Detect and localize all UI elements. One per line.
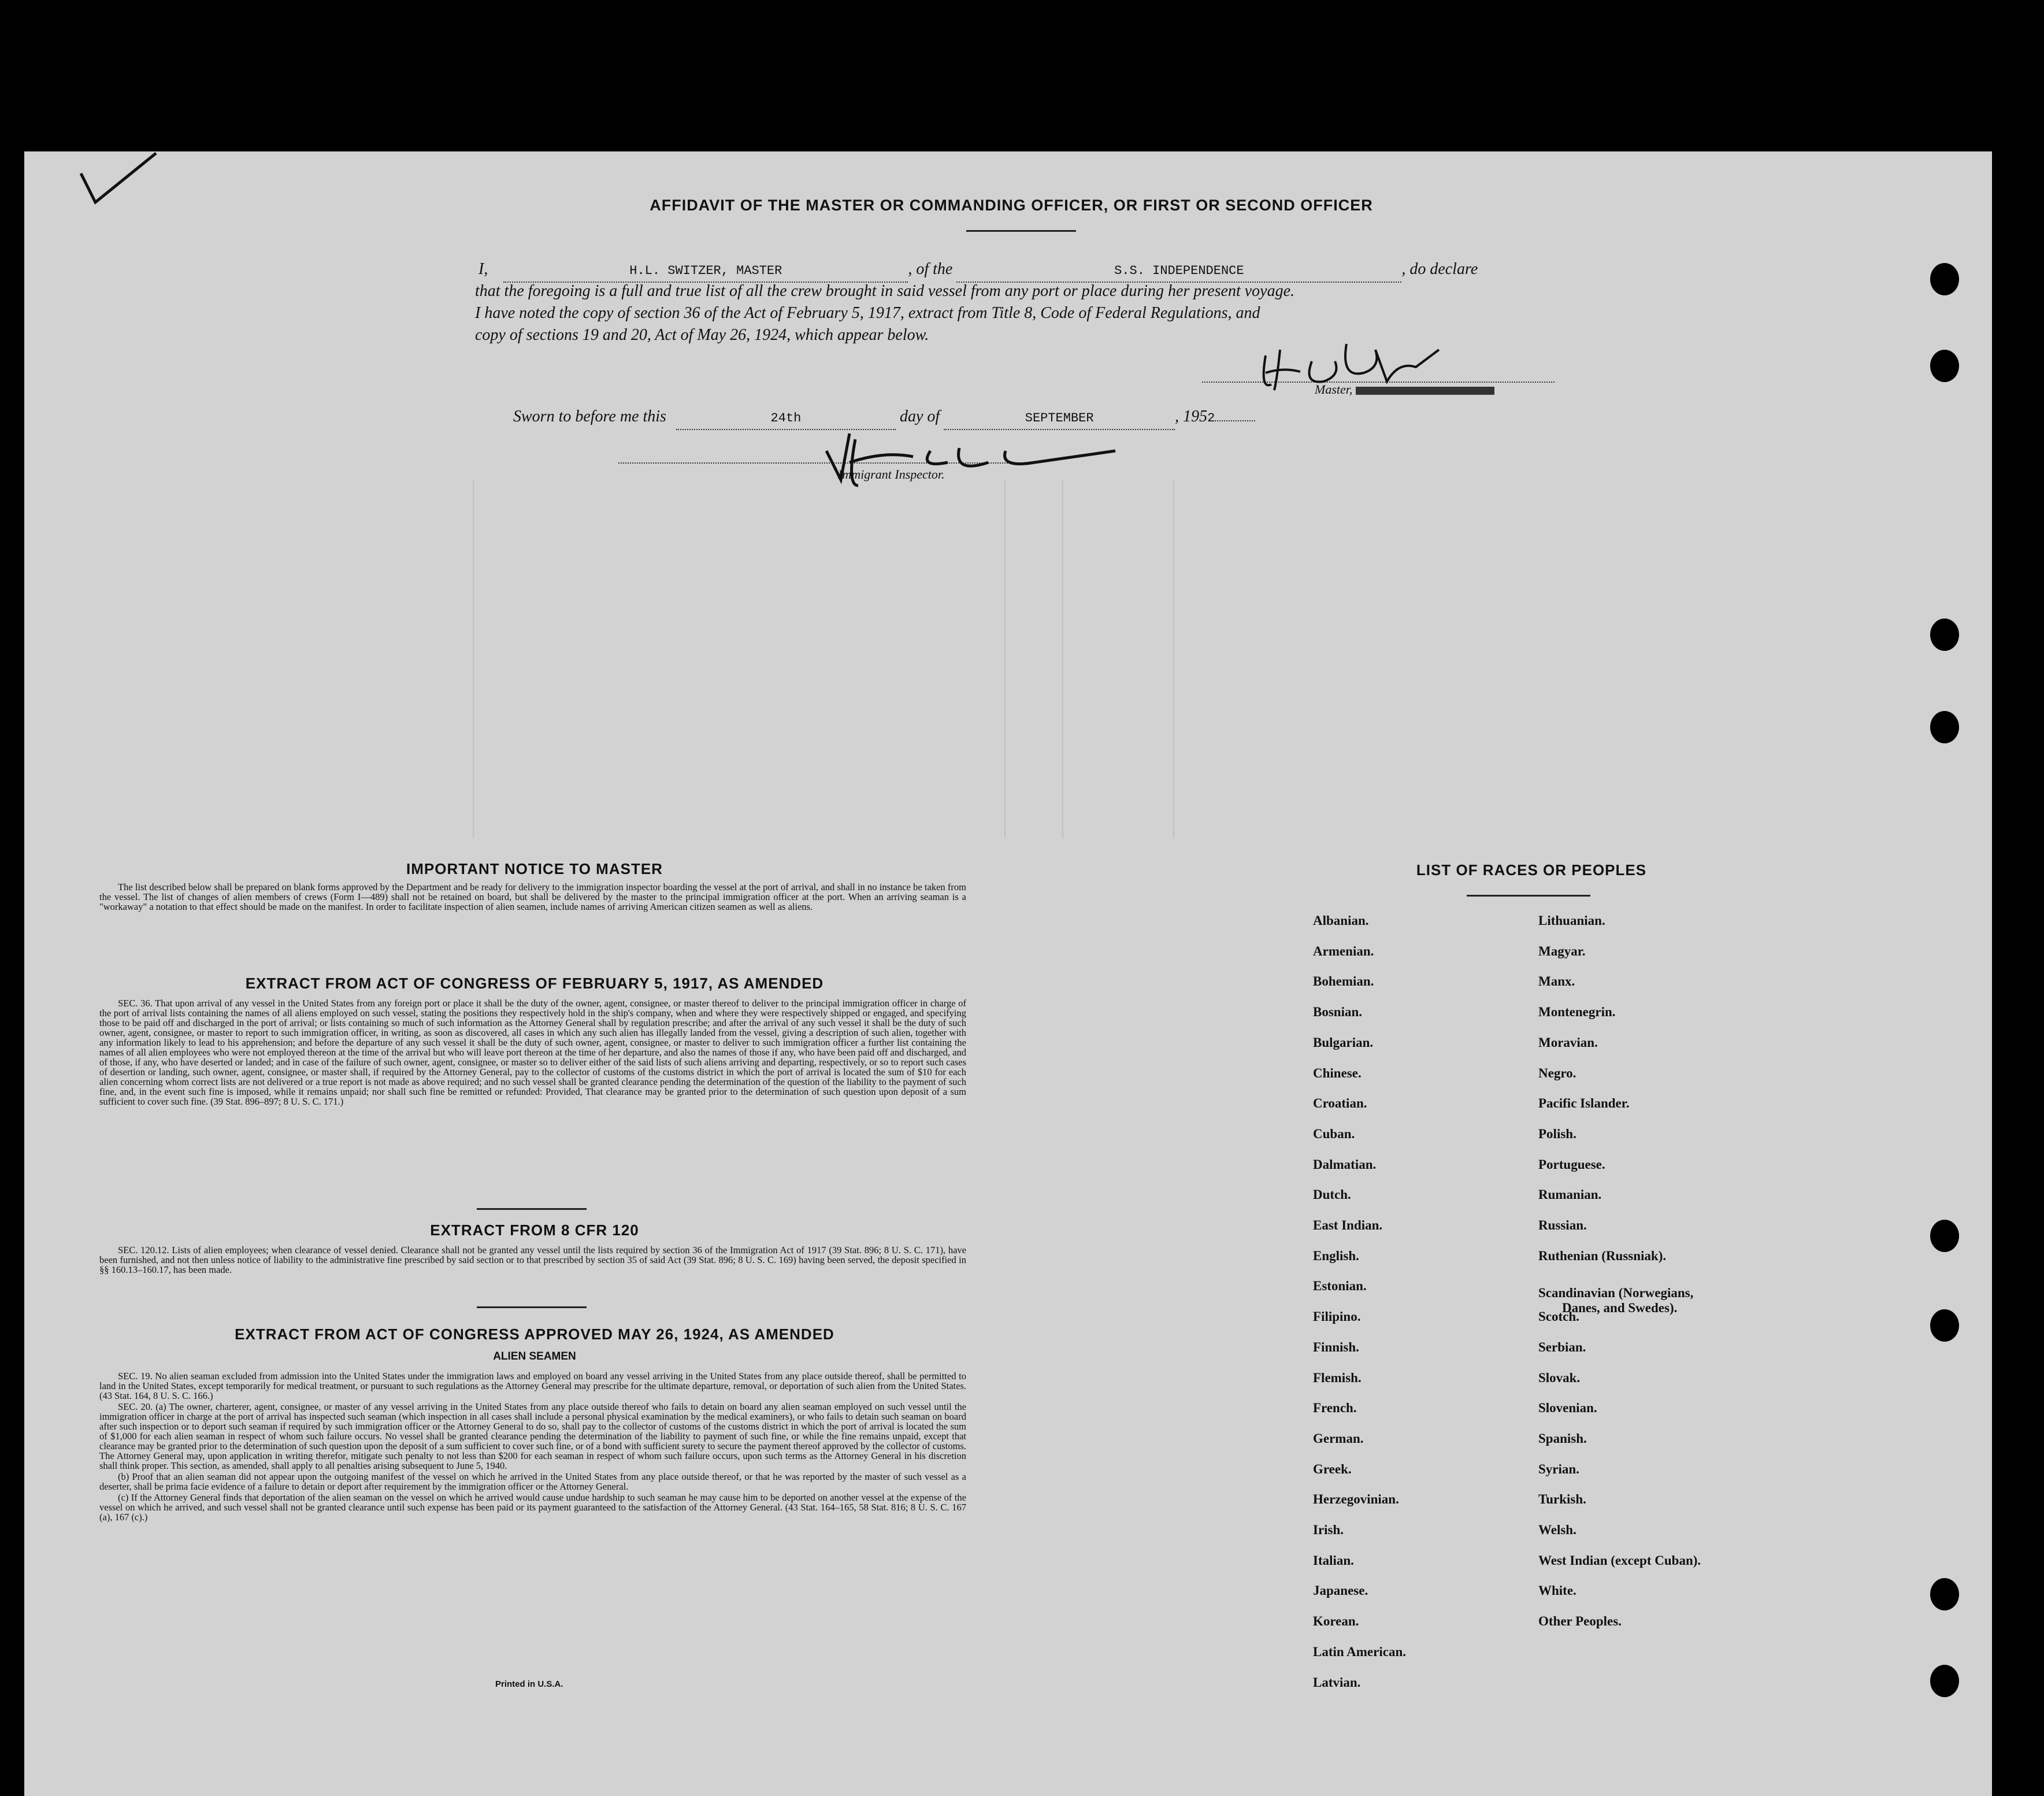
notice-paragraph: The list described below shall be prepared on blank forms approved by the Department and be ready for delivery to the immigration inspector boarding the vessel at the port of arrival, and shall in no instance be taken from the vessel. The list of changes of alien members of crews (Form I—489) shall not be retained on board, but shall be delivered by the master to the principal immigration officer at the port. When an arriving seaman is a "workaway" a notation to that effect should be made on the manifest. In order to facilitate inspection of alien seamen, include names of arriving American citizen seamen as well as aliens. xyxy=(99,882,966,912)
race-item: Korean. xyxy=(1313,1614,1359,1629)
race-item: Chinese. xyxy=(1313,1065,1362,1080)
bleed-through-line xyxy=(1004,480,1006,838)
race-item: Japanese. xyxy=(1313,1583,1368,1598)
day-of-text: day of xyxy=(899,408,940,425)
extract3-text xyxy=(99,1371,966,1523)
binder-hole xyxy=(1930,1578,1959,1610)
race-item: Portuguese. xyxy=(1538,1157,1605,1172)
race-item: Latin American. xyxy=(1313,1644,1406,1659)
race-item: Pacific Islander. xyxy=(1538,1096,1630,1111)
master-label xyxy=(1315,379,1494,400)
bleed-through-line xyxy=(473,480,474,838)
race-item: Scotch. xyxy=(1538,1309,1579,1324)
race-item: East Indian. xyxy=(1313,1218,1383,1232)
race-item: Serbian. xyxy=(1538,1339,1586,1354)
race-item: German. xyxy=(1313,1431,1364,1446)
race-item: Other Peoples. xyxy=(1538,1614,1622,1629)
race-item: Manx. xyxy=(1538,974,1575,989)
extract2-text xyxy=(99,1245,966,1276)
section-rule xyxy=(477,1306,587,1308)
master-label-text: Master, xyxy=(1315,382,1353,397)
inspector-label: Immigrant Inspector. xyxy=(838,467,945,482)
extract1-text xyxy=(99,998,966,1108)
extract3-title: EXTRACT FROM ACT OF CONGRESS APPROVED MAY 26, 1924, AS AMENDED xyxy=(235,1325,834,1343)
affidavit-line3: I have noted the copy of section 36 of the Act of February 5, 1917, extract from Title 8, Code of Federal Regulations, and xyxy=(475,304,1260,322)
race-item: Turkish. xyxy=(1538,1492,1586,1507)
sec19-paragraph: SEC. 19. No alien seaman excluded from admission into the United States under the immigration laws and employed on board any vessel arriving in the United States from any place outside thereof, shall be permitted to land in the United States, except temporarily for medical treatment, or pursuant to such regulations as the Attorney General may prescribe for the ultimate departure, removal, or deportation of such alien from the United States. (43 Stat. 164, 8 U. S. C. 166.) xyxy=(99,1371,966,1401)
race-item: Danes, and Swedes). xyxy=(1562,1301,1678,1316)
extract1-paragraph: SEC. 36. That upon arrival of any vessel in the United States from any foreign port or place it shall be the duty of the owner, agent, consignee, or master thereof to deliver to the principal immigration officer in charge of the port of arrival lists containing the names of all aliens employed on such vessel, stating the positions they respectively hold in the ship's company, when and where they were respectively shipped or engaged, and specifying those to be paid off and discharged in the port of arrival; or lists containing so much of such information as the Attorney General shall by regulation prescribe; and after the arrival of any such vessel it shall be the duty of such owner, agent, consignee, or master to report to such immigration officer, in writing, as soon as discovered, all cases in which any such alien has illegally landed from the vessel, giving a description of such alien, together with any information likely to lead to his apprehension; and before the departure of any such vessel it shall be the duty of such owner, agent, consignee, or master to deliver to such immigration officer a further list containing the names of all alien employees who were not employed thereon at the time of the arrival but who will leave port thereon at the time of her departure, and also the names of those if any, who have been paid off and discharged, and of those, if any, who have deserted or landed; and in case of the failure of such owner, agent, consignee, or master so to deliver either of the said lists of such aliens arriving and departing, respectively, or so to report such cases of desertion or landing, such owner, agent, consignee, or master shall, if required by the Attorney General, pay to the collector of customs of the customs district in which the port of arrival is located the sum of $10 for each alien concerning whom correct lists are not delivered or a true report is not made as above required; and no such vessel shall be granted clearance pending the determination of the question of the liability to the payment of such fine, and, in the event such fine is imposed, while it remains unpaid; nor shall such fine be remitted or refunded: Provided, That clearance may be granted prior to the determination of such question upon deposit of a sum sufficient to cover such fine. (39 Stat. 896–897; 8 U. S. C. 171.) xyxy=(99,998,966,1107)
race-item: Rumanian. xyxy=(1538,1187,1602,1202)
race-item: Slovak. xyxy=(1538,1370,1581,1385)
race-item: Lithuanian. xyxy=(1538,913,1605,928)
bleed-through-line xyxy=(1062,480,1063,838)
race-item: Albanian. xyxy=(1313,913,1369,928)
sworn-day: 24th xyxy=(676,408,896,430)
notice-title: IMPORTANT NOTICE TO MASTER xyxy=(406,860,663,877)
sec20c-paragraph: (c) If the Attorney General finds that deportation of the alien seaman on the vessel on which he arrived would cause undue hardship to such seaman he may cause him to be deported on another vessel at the expense of the vessel on which he arrived, and such vessel shall not be granted clearance until such expense has been paid or its payment guaranteed to the satisfaction of the Attorney General. (43 Stat. 164–165, 58 Stat. 816; 8 U. S. C. 167 (a), 167 (c).) xyxy=(99,1492,966,1523)
race-item: Filipino. xyxy=(1313,1309,1361,1324)
races-rule xyxy=(1467,895,1590,897)
race-item: Magyar. xyxy=(1538,943,1586,958)
affidavit-i: I, xyxy=(478,260,488,278)
section-rule xyxy=(477,1208,587,1210)
sworn-month: SEPTEMBER xyxy=(944,408,1175,430)
race-item: Herzegovinian. xyxy=(1313,1492,1399,1507)
race-item: Finnish. xyxy=(1313,1339,1359,1354)
binder-hole xyxy=(1930,1309,1959,1342)
affidavit-line1 xyxy=(478,259,1565,283)
race-item: Negro. xyxy=(1538,1065,1576,1080)
races-title: LIST OF RACES OR PEOPLES xyxy=(1416,861,1647,879)
affidavit-line4: copy of sections 19 and 20, Act of May 26, 1924, which appear below. xyxy=(475,326,929,344)
binder-hole xyxy=(1930,1665,1959,1697)
sec20b-paragraph: (b) Proof that an alien seaman did not appear upon the outgoing manifest of the vessel on which he arrived in the United States from any place outside thereof, or that he was reported by the master of such vessel as a deserter, shall be prima facie evidence of a failure to detain or deport after requirement by the immigration officer or the Attorney General. xyxy=(99,1471,966,1492)
binder-hole xyxy=(1930,619,1959,651)
race-item: Italian. xyxy=(1313,1553,1354,1568)
do-declare-text: , do declare xyxy=(1401,260,1478,278)
document-page xyxy=(24,151,1992,1796)
race-item: Spanish. xyxy=(1538,1431,1587,1446)
race-item: Scandinavian (Norwegians, xyxy=(1538,1286,1694,1301)
year-blank xyxy=(1215,420,1255,421)
race-item: West Indian (except Cuban). xyxy=(1538,1553,1701,1568)
race-item: Bohemian. xyxy=(1313,974,1374,989)
race-item: White. xyxy=(1538,1583,1576,1598)
race-item: Bosnian. xyxy=(1313,1005,1363,1020)
sec20a-paragraph: SEC. 20. (a) The owner, charterer, agent, consignee, or master of any vessel arriving in the United States from any place outside thereof who fails to detain on board any alien seaman employed on such vessel until the immigration officer in charge at the port of arrival has inspected such seaman (which inspection in all cases shall include a personal physical examination by the medical examiners), or who fails to detain such seaman on board after such inspection or to deport such seaman if required by such immigration officer or the Attorney General to do so, shall pay to the collector of customs of the customs district in which the port of arrival is located the sum of $1,000 for each alien seaman in respect of whom such failure occurs. No vessel shall be granted clearance pending the determination of the liability to payment of such fine, or while the fine remains unpaid, except that clearance may be granted prior to the determination of such question upon the deposit of a sum sufficient to cover such fine, or of a bond with sufficient surety to secure the payment thereof approved by the collector of customs. The Attorney General may, upon application in writing therefor, mitigate such penalty to not less than $200 for each seaman in respect of whom such failure occurs, upon such terms as the Attorney General in his discretion shall think proper. This section, as amended, shall apply to all penalties arising subsequent to June 5, 1940. xyxy=(99,1401,966,1471)
affidavit-line2: that the foregoing is a full and true list of all the crew brought in said vessel from any port or place during her present voyage. xyxy=(475,282,1295,300)
race-item: Armenian. xyxy=(1313,943,1374,958)
race-item: Russian. xyxy=(1538,1218,1587,1232)
race-item: Bulgarian. xyxy=(1313,1035,1374,1050)
struck-title xyxy=(1356,387,1494,395)
of-the-text: , of the xyxy=(908,260,953,278)
race-item: Croatian. xyxy=(1313,1096,1367,1111)
race-item: Ruthenian (Russniak). xyxy=(1538,1248,1667,1263)
year-suffix: 2 xyxy=(1207,411,1215,425)
race-item: Cuban. xyxy=(1313,1126,1355,1141)
bleed-through-line xyxy=(1173,480,1174,838)
title-rule xyxy=(966,230,1076,232)
race-item: Slovenian. xyxy=(1538,1401,1597,1416)
race-item: Syrian. xyxy=(1538,1461,1579,1476)
year-prefix: , 195 xyxy=(1175,408,1208,425)
race-item: English. xyxy=(1313,1248,1359,1263)
race-item: Dutch. xyxy=(1313,1187,1351,1202)
vessel-name: S.S. INDEPENDENCE xyxy=(956,261,1401,283)
printed-label: Printed in U.S.A. xyxy=(495,1679,563,1689)
extract3-subtitle: ALIEN SEAMEN xyxy=(493,1350,576,1362)
race-item: Irish. xyxy=(1313,1523,1344,1537)
race-item: Welsh. xyxy=(1538,1523,1576,1537)
race-item: Flemish. xyxy=(1313,1370,1362,1385)
race-item: Montenegrin. xyxy=(1538,1005,1616,1020)
check-mark-icon xyxy=(75,150,162,214)
binder-hole xyxy=(1930,350,1959,382)
affidavit-title: AFFIDAVIT OF THE MASTER OR COMMANDING OFFICER, OR FIRST OR SECOND OFFICER xyxy=(650,197,1373,214)
race-item: Latvian. xyxy=(1313,1675,1361,1690)
race-item: Moravian. xyxy=(1538,1035,1598,1050)
race-item: Polish. xyxy=(1538,1126,1576,1141)
binder-hole xyxy=(1930,1220,1959,1252)
binder-hole xyxy=(1930,711,1959,743)
extract2-paragraph: SEC. 120.12. Lists of alien employees; when clearance of vessel denied. Clearance shall not be granted any vessel until the lists required by section 36 of the Immigration Act of 1917 (39 Stat. 896; 8 U. S. C. 171), have been furnished, and not then unless notice of liability to the administrative fine prescribed by said section or to that prescribed by section 35 of said Act (39 Stat. 896; 8 U. S. C. 169) having been served, the deposit specified in §§ 160.13–160.17, has been made. xyxy=(99,1245,966,1275)
master-name: H.L. SWITZER, MASTER xyxy=(503,261,908,283)
race-item: Greek. xyxy=(1313,1461,1352,1476)
notice-text xyxy=(99,882,966,913)
race-item: French. xyxy=(1313,1401,1357,1416)
race-item: Dalmatian. xyxy=(1313,1157,1377,1172)
binder-hole xyxy=(1930,263,1959,295)
extract2-title: EXTRACT FROM 8 CFR 120 xyxy=(430,1221,639,1239)
extract1-title: EXTRACT FROM ACT OF CONGRESS OF FEBRUARY 5, 1917, AS AMENDED xyxy=(245,975,824,992)
race-item: Estonian. xyxy=(1313,1279,1367,1294)
sworn-text: Sworn to before me this xyxy=(513,408,666,425)
